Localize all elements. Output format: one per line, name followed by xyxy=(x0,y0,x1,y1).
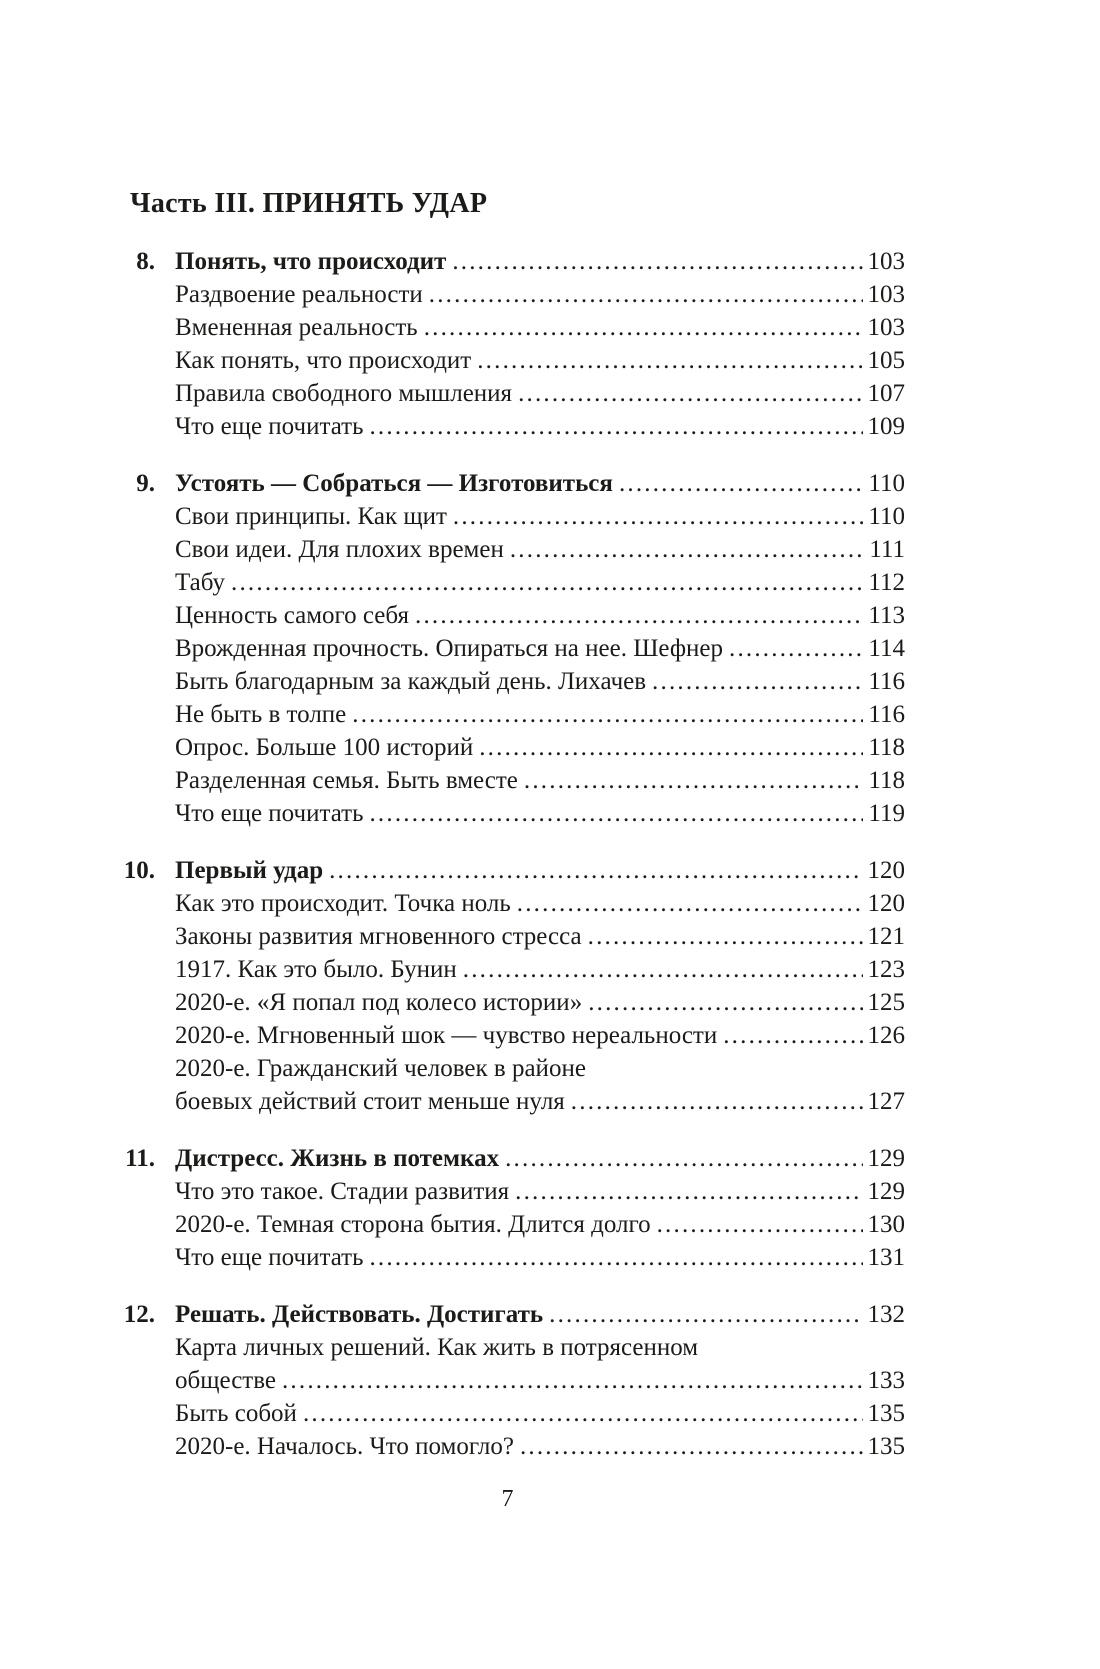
item-title: 2020-е. Мгновенный шок — чувство нереальности xyxy=(175,1022,718,1049)
dot-leader xyxy=(231,566,863,599)
page-number: 135 xyxy=(867,1400,905,1427)
page-number: 110 xyxy=(868,503,905,530)
toc-chapter-title-row xyxy=(110,467,905,500)
item-title: Табу xyxy=(175,569,226,596)
part-heading: Часть III. ПРИНЯТЬ УДАР xyxy=(130,188,488,219)
dot-leader xyxy=(515,1175,862,1208)
toc-item-row xyxy=(175,1019,905,1052)
toc-item-row-wrapped-line2 xyxy=(175,1364,905,1397)
dot-leader xyxy=(510,533,864,566)
item-title: Законы развития мгновенного стресса xyxy=(175,923,582,950)
dot-leader xyxy=(549,1298,862,1331)
chapter-number: 10. xyxy=(123,857,155,884)
toc-item-row xyxy=(175,953,905,986)
item-title: Быть собой xyxy=(175,1400,297,1427)
toc-item-row xyxy=(175,500,905,533)
dot-leader xyxy=(463,953,863,986)
toc-item-row xyxy=(175,278,905,311)
item-title: Свои идеи. Для плохих времен xyxy=(175,536,504,563)
item-title: Ценность самого себя xyxy=(175,602,409,629)
toc-item-row xyxy=(175,1175,905,1208)
chapter-number: 11. xyxy=(125,1145,155,1172)
item-title: 2020-е. Темная сторона бытия. Длится долго xyxy=(175,1211,651,1238)
dot-leader xyxy=(369,797,863,830)
page-number: 113 xyxy=(868,602,905,629)
item-title-continued: обществе xyxy=(175,1367,276,1394)
chapter-title: Устоять — Собраться — Изготовиться xyxy=(175,470,613,497)
item-title: Не быть в толпе xyxy=(175,701,347,728)
page-number: 133 xyxy=(867,1367,905,1394)
dot-leader xyxy=(524,764,864,797)
dot-leader xyxy=(369,410,862,443)
page-number: 123 xyxy=(867,956,905,983)
toc-item-row xyxy=(175,410,905,443)
dot-leader xyxy=(723,1019,862,1052)
page-number: 119 xyxy=(868,800,905,827)
toc-chapter-12 xyxy=(110,1298,905,1463)
dot-leader xyxy=(424,311,863,344)
page-number: 112 xyxy=(868,569,905,596)
toc-item-row xyxy=(175,797,905,830)
page-number: 120 xyxy=(867,857,905,884)
item-title: Что еще почитать xyxy=(175,800,364,827)
toc-chapter-title-row xyxy=(110,1298,905,1331)
dot-leader xyxy=(303,1397,863,1430)
toc-chapter-title-row xyxy=(110,245,905,278)
toc-item-row xyxy=(175,1241,905,1274)
toc-content xyxy=(110,0,905,1514)
item-title: Свои принципы. Как щит xyxy=(175,503,447,530)
page-number: 127 xyxy=(867,1088,905,1115)
page-number: 114 xyxy=(868,635,905,662)
chapter-number: 9. xyxy=(136,470,155,497)
toc-item-row xyxy=(175,344,905,377)
page-number: 105 xyxy=(867,347,905,374)
toc-item-row xyxy=(175,731,905,764)
item-title: Карта личных решений. Как жить в потрясенном xyxy=(175,1334,699,1361)
page-number: 132 xyxy=(867,1301,905,1328)
page-number: 131 xyxy=(867,1244,905,1271)
dot-leader xyxy=(453,500,864,533)
chapter-title: Решать. Действовать. Достигать xyxy=(175,1301,544,1328)
toc-item-row-wrapped-line1 xyxy=(175,1052,905,1085)
page-number: 130 xyxy=(867,1211,905,1238)
toc-item-row xyxy=(175,566,905,599)
chapter-number: 8. xyxy=(136,248,155,275)
item-title: 2020-е. Началось. Что помогло? xyxy=(175,1433,514,1460)
toc-chapter-9 xyxy=(110,467,905,830)
dot-leader xyxy=(429,278,863,311)
toc-chapter-title-row xyxy=(110,854,905,887)
page-number: 103 xyxy=(867,281,905,308)
toc-item-row xyxy=(175,986,905,1019)
toc-item-row xyxy=(175,599,905,632)
toc-item-row-wrapped-line1 xyxy=(175,1331,905,1364)
dot-leader xyxy=(588,986,862,1019)
page-number: 116 xyxy=(868,668,905,695)
dot-leader xyxy=(588,920,863,953)
item-title: Правила свободного мышления xyxy=(175,380,513,407)
dot-leader xyxy=(479,731,863,764)
dot-leader xyxy=(619,467,863,500)
dot-leader xyxy=(657,1208,863,1241)
toc-item-row xyxy=(175,665,905,698)
page-number: 129 xyxy=(867,1178,905,1205)
toc-item-row xyxy=(175,377,905,410)
item-title: 2020-е. «Я попал под колесо истории» xyxy=(175,989,583,1016)
page-number: 116 xyxy=(868,701,905,728)
dot-leader xyxy=(505,1142,862,1175)
item-title: Опрос. Больше 100 историй xyxy=(175,734,474,761)
item-title: 1917. Как это было. Бунин xyxy=(175,956,457,983)
dot-leader xyxy=(352,698,863,731)
item-title: Раздвоение реальности xyxy=(175,281,423,308)
item-title: Врожденная прочность. Опираться на нее. Шефнер xyxy=(175,635,723,662)
toc-item-row xyxy=(175,698,905,731)
folio-page-number: 7 xyxy=(501,1486,514,1512)
dot-leader xyxy=(282,1364,863,1397)
item-title: 2020-е. Гражданский человек в районе xyxy=(175,1055,586,1082)
page-number: 118 xyxy=(868,767,905,794)
toc-item-row xyxy=(175,1430,905,1463)
toc-chapter-11 xyxy=(110,1142,905,1274)
toc-item-row xyxy=(175,1397,905,1430)
chapter-title: Первый удар xyxy=(175,857,324,884)
page-number: 103 xyxy=(867,248,905,275)
chapter-title: Дистресс. Жизнь в потемках xyxy=(175,1145,500,1172)
chapter-number: 12. xyxy=(123,1301,155,1328)
page-number: 125 xyxy=(867,989,905,1016)
item-title: Как это происходит. Точка ноль xyxy=(175,890,511,917)
page-number: 135 xyxy=(867,1433,905,1460)
dot-leader xyxy=(477,344,862,377)
toc-item-row xyxy=(175,887,905,920)
item-title: Быть благодарным за каждый день. Лихачев xyxy=(175,668,647,695)
dot-leader xyxy=(415,599,863,632)
toc-item-row xyxy=(175,311,905,344)
page-number: 107 xyxy=(867,380,905,407)
page-number: 120 xyxy=(867,890,905,917)
toc-item-row xyxy=(175,764,905,797)
toc-chapter-title-row xyxy=(110,1142,905,1175)
page-number: 118 xyxy=(868,734,905,761)
page-number: 109 xyxy=(867,413,905,440)
item-title: Что это такое. Стадии развития xyxy=(175,1178,510,1205)
item-title-continued: боевых действий стоит меньше нуля xyxy=(175,1088,565,1115)
toc-item-row xyxy=(175,920,905,953)
page-number: 111 xyxy=(869,536,905,563)
dot-leader xyxy=(520,1430,863,1463)
dot-leader xyxy=(369,1241,862,1274)
page-number: 126 xyxy=(867,1022,905,1049)
toc-item-row xyxy=(175,1208,905,1241)
toc-chapter-8 xyxy=(110,245,905,443)
page-number: 103 xyxy=(867,314,905,341)
dot-leader xyxy=(329,854,862,887)
item-title: Что еще почитать xyxy=(175,1244,364,1271)
dot-leader xyxy=(517,887,863,920)
toc-item-row-wrapped-line2 xyxy=(175,1085,905,1118)
page-number: 110 xyxy=(868,470,905,497)
toc-item-row xyxy=(175,632,905,665)
item-title: Что еще почитать xyxy=(175,413,364,440)
toc-chapter-10 xyxy=(110,854,905,1118)
dot-leader xyxy=(729,632,863,665)
item-title: Вмененная реальность xyxy=(175,314,418,341)
item-title: Как понять, что происходит xyxy=(175,347,472,374)
dot-leader xyxy=(518,377,862,410)
item-title: Разделенная семья. Быть вместе xyxy=(175,767,518,794)
chapter-title: Понять, что происходит xyxy=(175,248,447,275)
dot-leader xyxy=(652,665,863,698)
toc-item-row xyxy=(175,533,905,566)
page-number: 121 xyxy=(867,923,905,950)
dot-leader xyxy=(571,1085,863,1118)
dot-leader xyxy=(452,245,862,278)
page-number: 129 xyxy=(867,1145,905,1172)
